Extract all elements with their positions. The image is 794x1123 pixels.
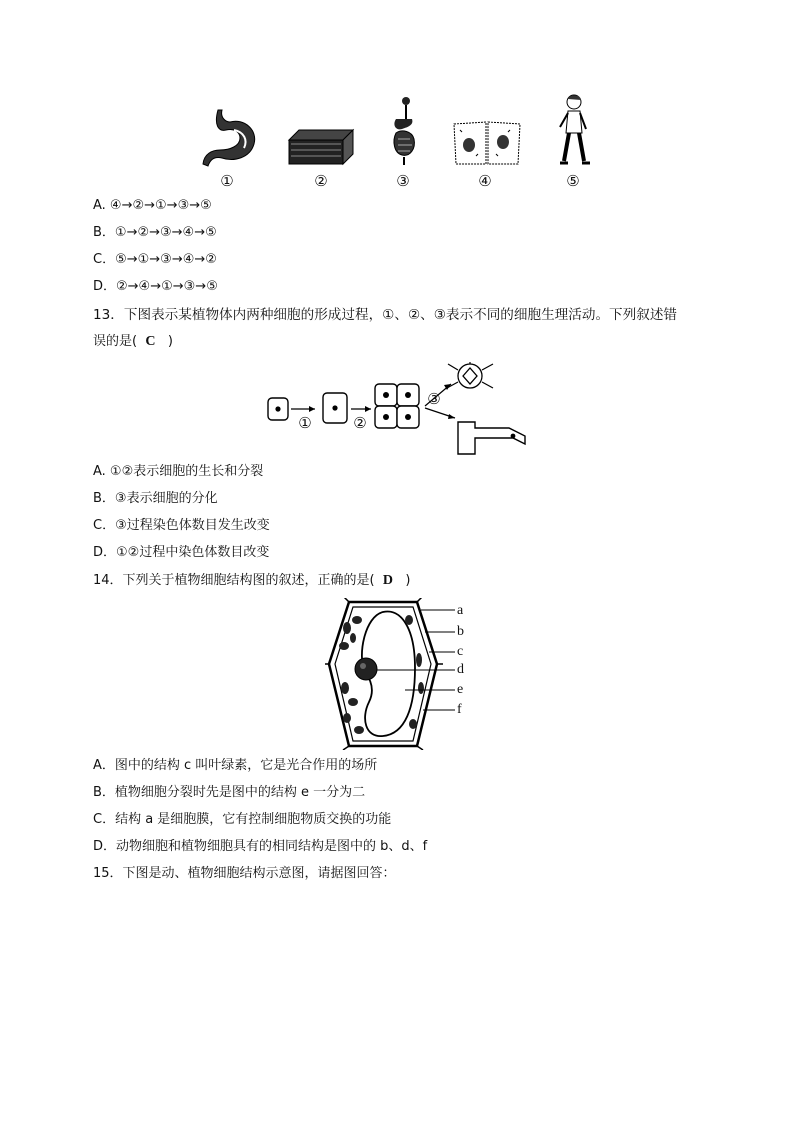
q13-answer: C <box>145 334 156 349</box>
cell-label-a: a <box>457 603 464 618</box>
q12-option-c: C．⑤→①→③→④→② <box>93 252 217 267</box>
figure-label-5: ⑤ <box>566 172 580 190</box>
q13-stem-line-1: 13．下图表示某植物体内两种细胞的形成过程，①、②、③表示不同的细胞生理活动。下列叙述错 <box>93 307 678 323</box>
q14-stem-prefix: 14．下列关于植物细胞结构图的叙述，正确的是( <box>93 573 375 588</box>
q14-option-a: A．图中的结构 c 叫叶绿素，它是光合作用的场所 <box>93 758 378 773</box>
digestive-system-image <box>388 95 422 167</box>
q12-option-b: B．①→②→③→④→⑤ <box>93 225 217 240</box>
q13-option-c: C．③过程染色体数目发生改变 <box>93 518 270 533</box>
cell-label-e: e <box>457 682 464 697</box>
cell-label-c: c <box>457 644 464 659</box>
figure-label-4: ④ <box>478 172 492 190</box>
q14-plant-cell-diagram <box>325 598 475 750</box>
cells-image <box>452 120 522 166</box>
tissue-image <box>285 126 357 168</box>
q14-answer: D <box>382 573 394 588</box>
cell-label-f: f <box>457 702 462 717</box>
figure-label-3: ③ <box>396 172 410 190</box>
q13-option-a: A. ①②表示细胞的生长和分裂 <box>93 464 264 479</box>
q14-option-d: D．动物细胞和植物细胞具有的相同结构是图中的 b、d、f <box>93 839 428 854</box>
q13-cell-division-diagram <box>265 362 535 458</box>
q12-option-d: D．②→④→①→③→⑤ <box>93 279 218 294</box>
cell-label-b: b <box>457 624 464 639</box>
q13-stem-line-2 <box>93 333 173 351</box>
q14-option-b: B．植物细胞分裂时先是图中的结构 e 一分为二 <box>93 785 366 800</box>
q15-stem: 15．下图是动、植物细胞结构示意图，请据图回答： <box>93 866 396 881</box>
q13-option-d: D．①②过程中染色体数目改变 <box>93 545 270 560</box>
stomach-image <box>200 108 262 168</box>
person-image <box>556 93 592 167</box>
cell-label-d: d <box>457 662 464 677</box>
q14-stem-suffix: ) <box>405 573 411 588</box>
figure-label-2: ② <box>314 172 328 190</box>
q14-option-c: C．结构 a 是细胞膜，它有控制细胞物质交换的功能 <box>93 812 392 827</box>
figure-label-1: ① <box>220 172 234 190</box>
q13-diagram-label-1: ① <box>298 414 312 432</box>
q13-diagram-label-3: ③ <box>427 390 441 408</box>
q13-stem-prefix: 误的是( <box>93 334 138 349</box>
q12-option-a: A. ④→②→①→③→⑤ <box>93 198 212 213</box>
q13-diagram-label-2: ② <box>353 414 367 432</box>
q14-stem <box>93 572 411 590</box>
q13-option-b: B．③表示细胞的分化 <box>93 491 218 506</box>
q13-stem-suffix: ) <box>167 334 173 349</box>
